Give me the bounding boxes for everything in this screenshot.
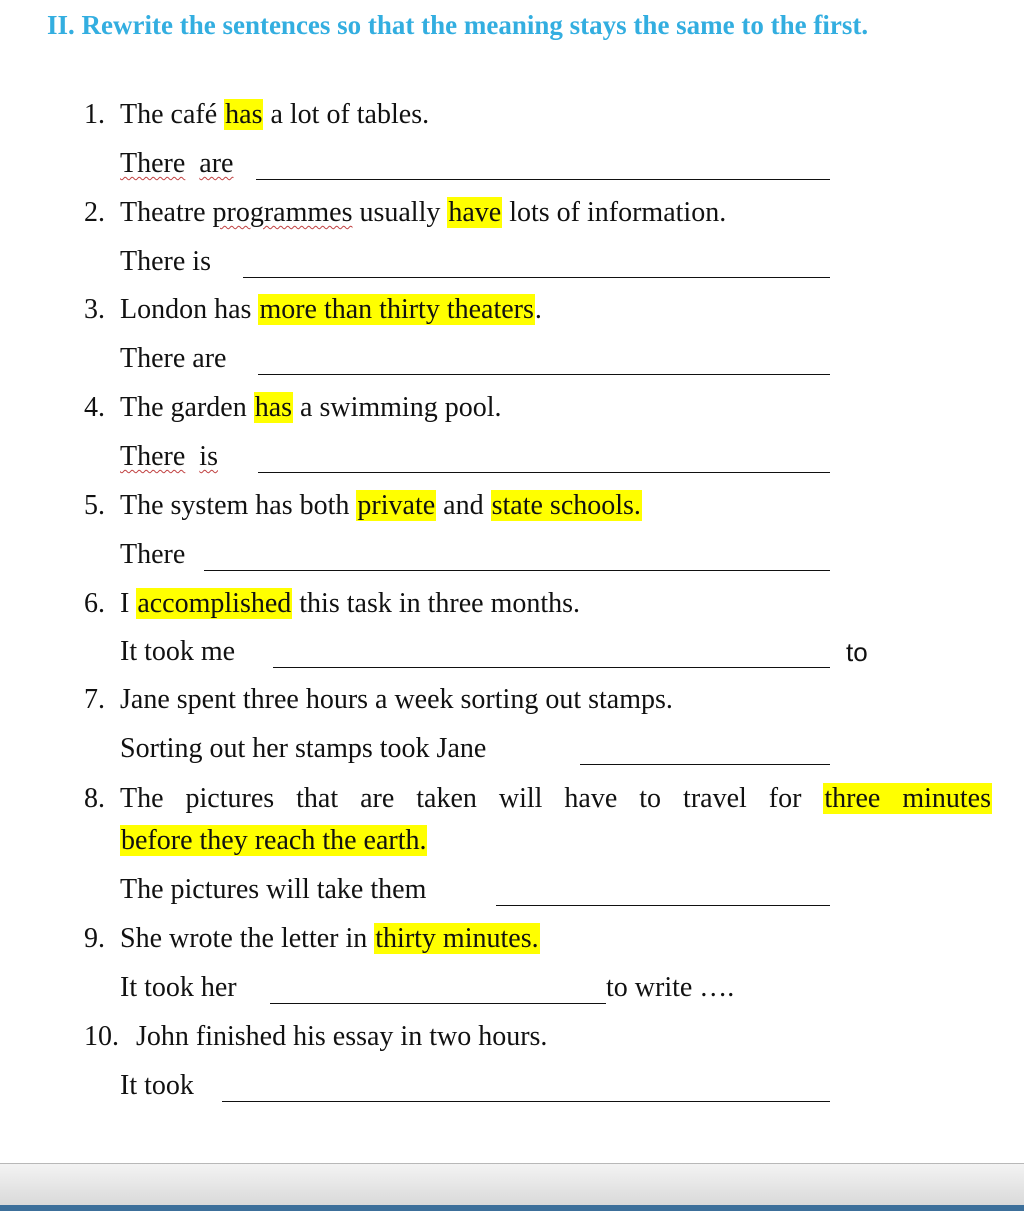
taskbar-strip bbox=[0, 1205, 1024, 1211]
answer-tail: to write …. bbox=[606, 972, 735, 1003]
answer-prompt: It took bbox=[120, 1070, 194, 1101]
highlight: have bbox=[448, 197, 502, 228]
answer-prompt: There are bbox=[120, 343, 227, 374]
question-number: 7. bbox=[84, 684, 105, 715]
taskbar bbox=[0, 1163, 1024, 1211]
answer-prompt: It took me bbox=[120, 636, 236, 667]
question-text: Theatre programmes usually have lots of information. bbox=[120, 197, 727, 228]
question-number: 5. bbox=[84, 490, 105, 521]
answer-blank[interactable] bbox=[270, 1003, 606, 1004]
question-text: John finished his essay in two hours. bbox=[136, 1021, 548, 1052]
question-number: 8. bbox=[84, 783, 105, 814]
question-number: 3. bbox=[84, 294, 105, 325]
question-number: 10. bbox=[84, 1021, 119, 1052]
answer-prompt: Sorting out her stamps took Jane bbox=[120, 733, 487, 764]
question-text: The system has both private and state schools. bbox=[120, 490, 641, 521]
question-text: Jane spent three hours a week sorting out stamps. bbox=[120, 684, 673, 715]
question-text: The pictures that are taken will have to travel for three minutes bbox=[120, 783, 991, 814]
answer-blank[interactable] bbox=[273, 667, 830, 668]
question-number: 1. bbox=[84, 99, 105, 130]
answer-blank[interactable] bbox=[258, 374, 830, 375]
answer-blank[interactable] bbox=[204, 570, 830, 571]
highlight: has bbox=[225, 99, 263, 130]
highlight: more than thirty theaters bbox=[259, 294, 534, 325]
highlight: thirty minutes. bbox=[375, 923, 539, 954]
question-number: 6. bbox=[84, 588, 105, 619]
question-text: She wrote the letter in thirty minutes. bbox=[120, 923, 539, 954]
question-text bbox=[120, 821, 427, 861]
answer-tail: to bbox=[846, 637, 868, 667]
answer-blank[interactable] bbox=[256, 179, 830, 180]
question-text: The garden has a swimming pool. bbox=[120, 392, 502, 423]
answer-blank[interactable] bbox=[258, 472, 830, 473]
answer-prompt: There is bbox=[120, 246, 211, 277]
question-number: 4. bbox=[84, 392, 105, 423]
question-text: London has more than thirty theaters. bbox=[120, 294, 542, 325]
question-number: 9. bbox=[84, 923, 105, 954]
answer-prompt: It took her bbox=[120, 972, 237, 1003]
answer-prompt: There bbox=[120, 539, 186, 570]
answer-prompt: There are bbox=[120, 148, 234, 179]
highlight: state schools. bbox=[491, 490, 641, 521]
question-text: The café has a lot of tables. bbox=[120, 99, 430, 130]
answer-prompt: The pictures will take them bbox=[120, 874, 427, 905]
highlight: accomplished bbox=[137, 588, 292, 619]
highlight: before they reach the earth. bbox=[121, 825, 427, 856]
highlight: three minutes bbox=[824, 783, 991, 814]
highlight: private bbox=[357, 490, 436, 521]
answer-blank[interactable] bbox=[496, 905, 830, 906]
exercise-title: II. Rewrite the sentences so that the meaning stays the same to the first. bbox=[47, 10, 869, 40]
answer-blank[interactable] bbox=[222, 1101, 830, 1102]
question-text: I accomplished this task in three months. bbox=[120, 588, 581, 619]
question-number: 2. bbox=[84, 197, 105, 228]
answer-blank[interactable] bbox=[243, 277, 830, 278]
answer-blank[interactable] bbox=[580, 764, 830, 765]
highlight: has bbox=[254, 392, 293, 423]
answer-prompt: There is bbox=[120, 441, 218, 472]
